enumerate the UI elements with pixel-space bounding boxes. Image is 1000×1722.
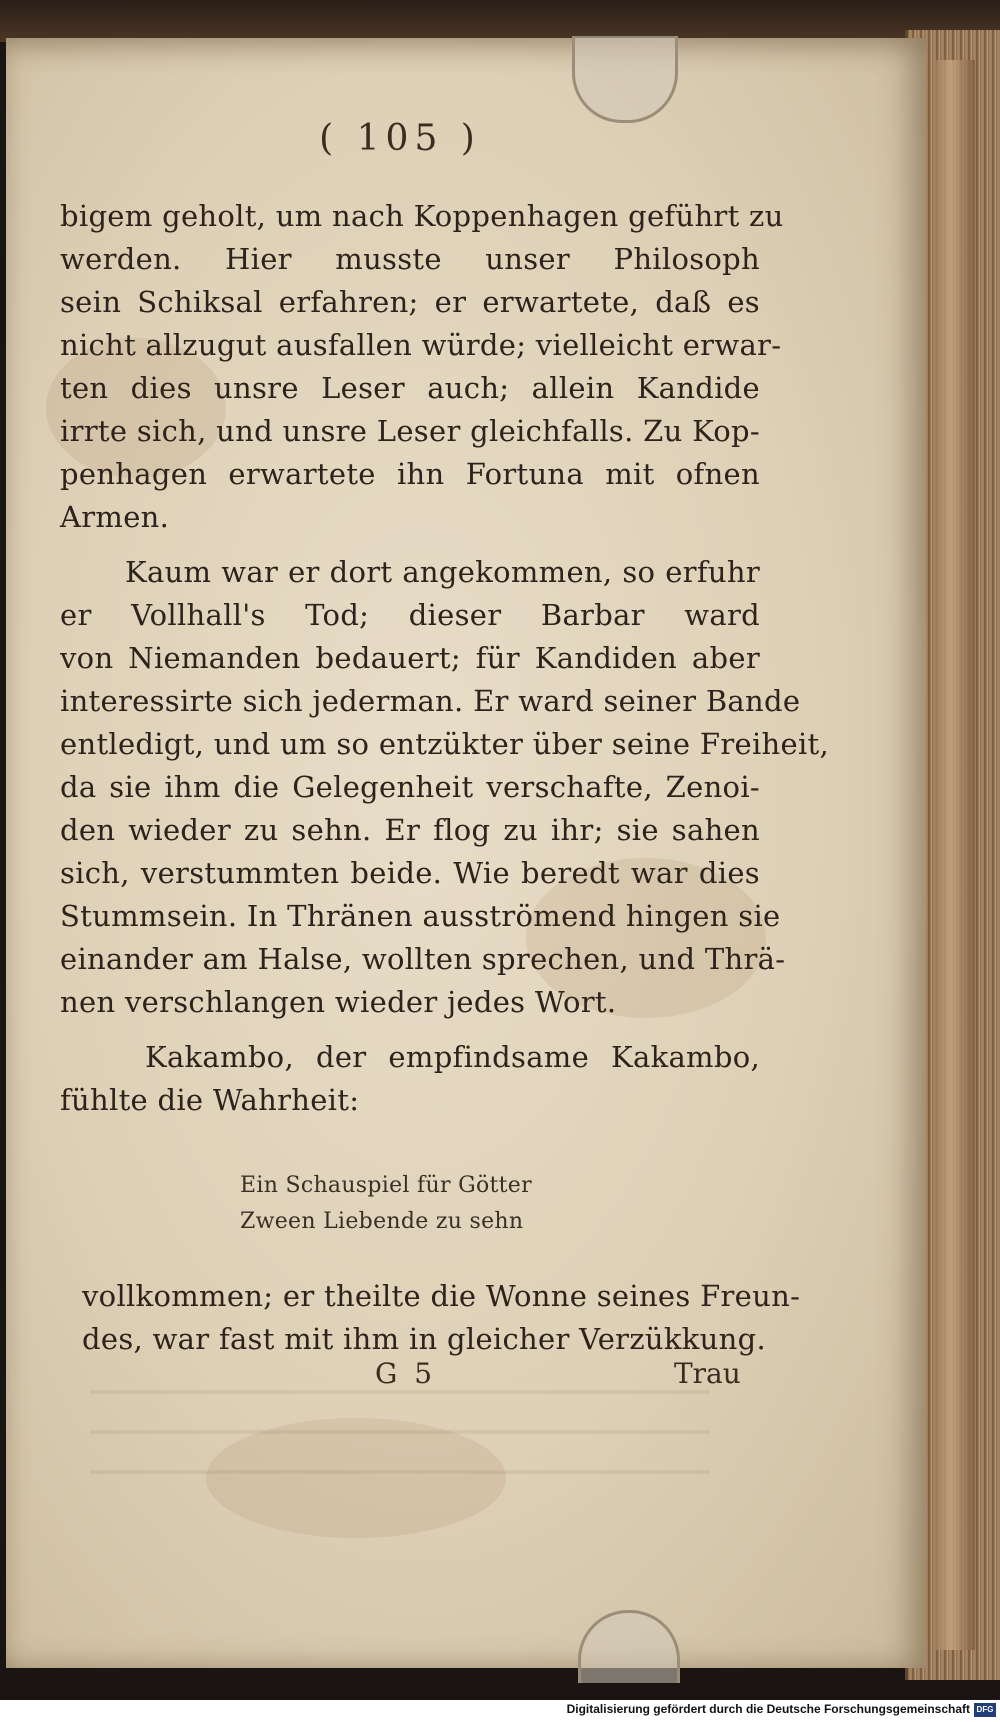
- text-line: entledigt, und um so entzükter über seine Freiheit,: [60, 727, 830, 761]
- book-page-edge-inner: [935, 60, 975, 1650]
- text-line: ten dies unsre Leser auch; allein Kandide: [60, 371, 760, 405]
- text-line: einander am Halse, wollten sprechen, und Thrä-: [60, 942, 786, 976]
- text-line: fühlte die Wahrheit:: [60, 1083, 360, 1117]
- text-line: den wieder zu sehn. Er flog zu ihr; sie sahen: [60, 813, 760, 847]
- text-line: Armen.: [60, 500, 170, 534]
- text-line: nicht allzugut ausfallen würde; vielleicht erwar-: [60, 328, 782, 362]
- text-line: interessirte sich jederman. Er ward seiner Bande: [60, 684, 801, 718]
- text-line: Stummsein. In Thränen ausströmend hingen sie: [60, 899, 781, 933]
- text-line: sein Schiksal erfahren; er erwartete, daß es: [60, 285, 760, 319]
- body-text: [60, 195, 830, 1122]
- text-line: penhagen erwartete ihn Fortuna mit ofnen: [60, 457, 760, 491]
- footer-credit: Digitalisierung gefördert durch die Deutsche Forschungsgemeinschaft: [566, 1702, 970, 1716]
- verse-line: Zween Liebende zu sehn: [240, 1209, 524, 1234]
- verse-quote: [240, 1168, 640, 1240]
- text-line: nen verschlangen wieder jedes Wort.: [60, 985, 617, 1019]
- dfg-logo: DFG: [974, 1703, 996, 1717]
- page-number: ( 105 ): [319, 118, 481, 159]
- text-line: von Niemanden bedauert; für Kandiden aber: [60, 641, 760, 675]
- text-line: sich, verstummten beide. Wie beredt war dies: [60, 856, 760, 890]
- text-line: bigem geholt, um nach Koppenhagen geführt zu: [60, 199, 784, 233]
- verse-line: Ein Schauspiel für Götter: [240, 1173, 532, 1198]
- text-line: Kakambo, der empfindsame Kakambo,: [145, 1040, 760, 1074]
- closing-text: [82, 1275, 801, 1361]
- text-line: vollkommen; er theilte die Wonne seines Freun-: [82, 1279, 801, 1313]
- paragraph-1: [60, 195, 784, 539]
- paragraph-3: [60, 1036, 760, 1122]
- text-line: da sie ihm die Gelegenheit verschafte, Zenoi-: [60, 770, 760, 804]
- text-line: er Vollhall's Tod; dieser Barbar ward: [60, 598, 760, 632]
- text-line: werden. Hier musste unser Philosoph: [60, 242, 760, 276]
- book-cover-top: [0, 0, 1000, 42]
- signature-mark: G 5: [375, 1357, 437, 1390]
- text-line: Kaum war er dort angekommen, so erfuhr: [125, 555, 760, 589]
- text-line: des, war fast mit ihm in gleicher Verzükkung.: [82, 1322, 766, 1356]
- show-through-text: [90, 1390, 710, 1510]
- paragraph-2: [60, 551, 830, 1024]
- catchword: Trau: [674, 1357, 741, 1390]
- text-line: irrte sich, und unsre Leser gleichfalls. Zu Kop-: [60, 414, 760, 448]
